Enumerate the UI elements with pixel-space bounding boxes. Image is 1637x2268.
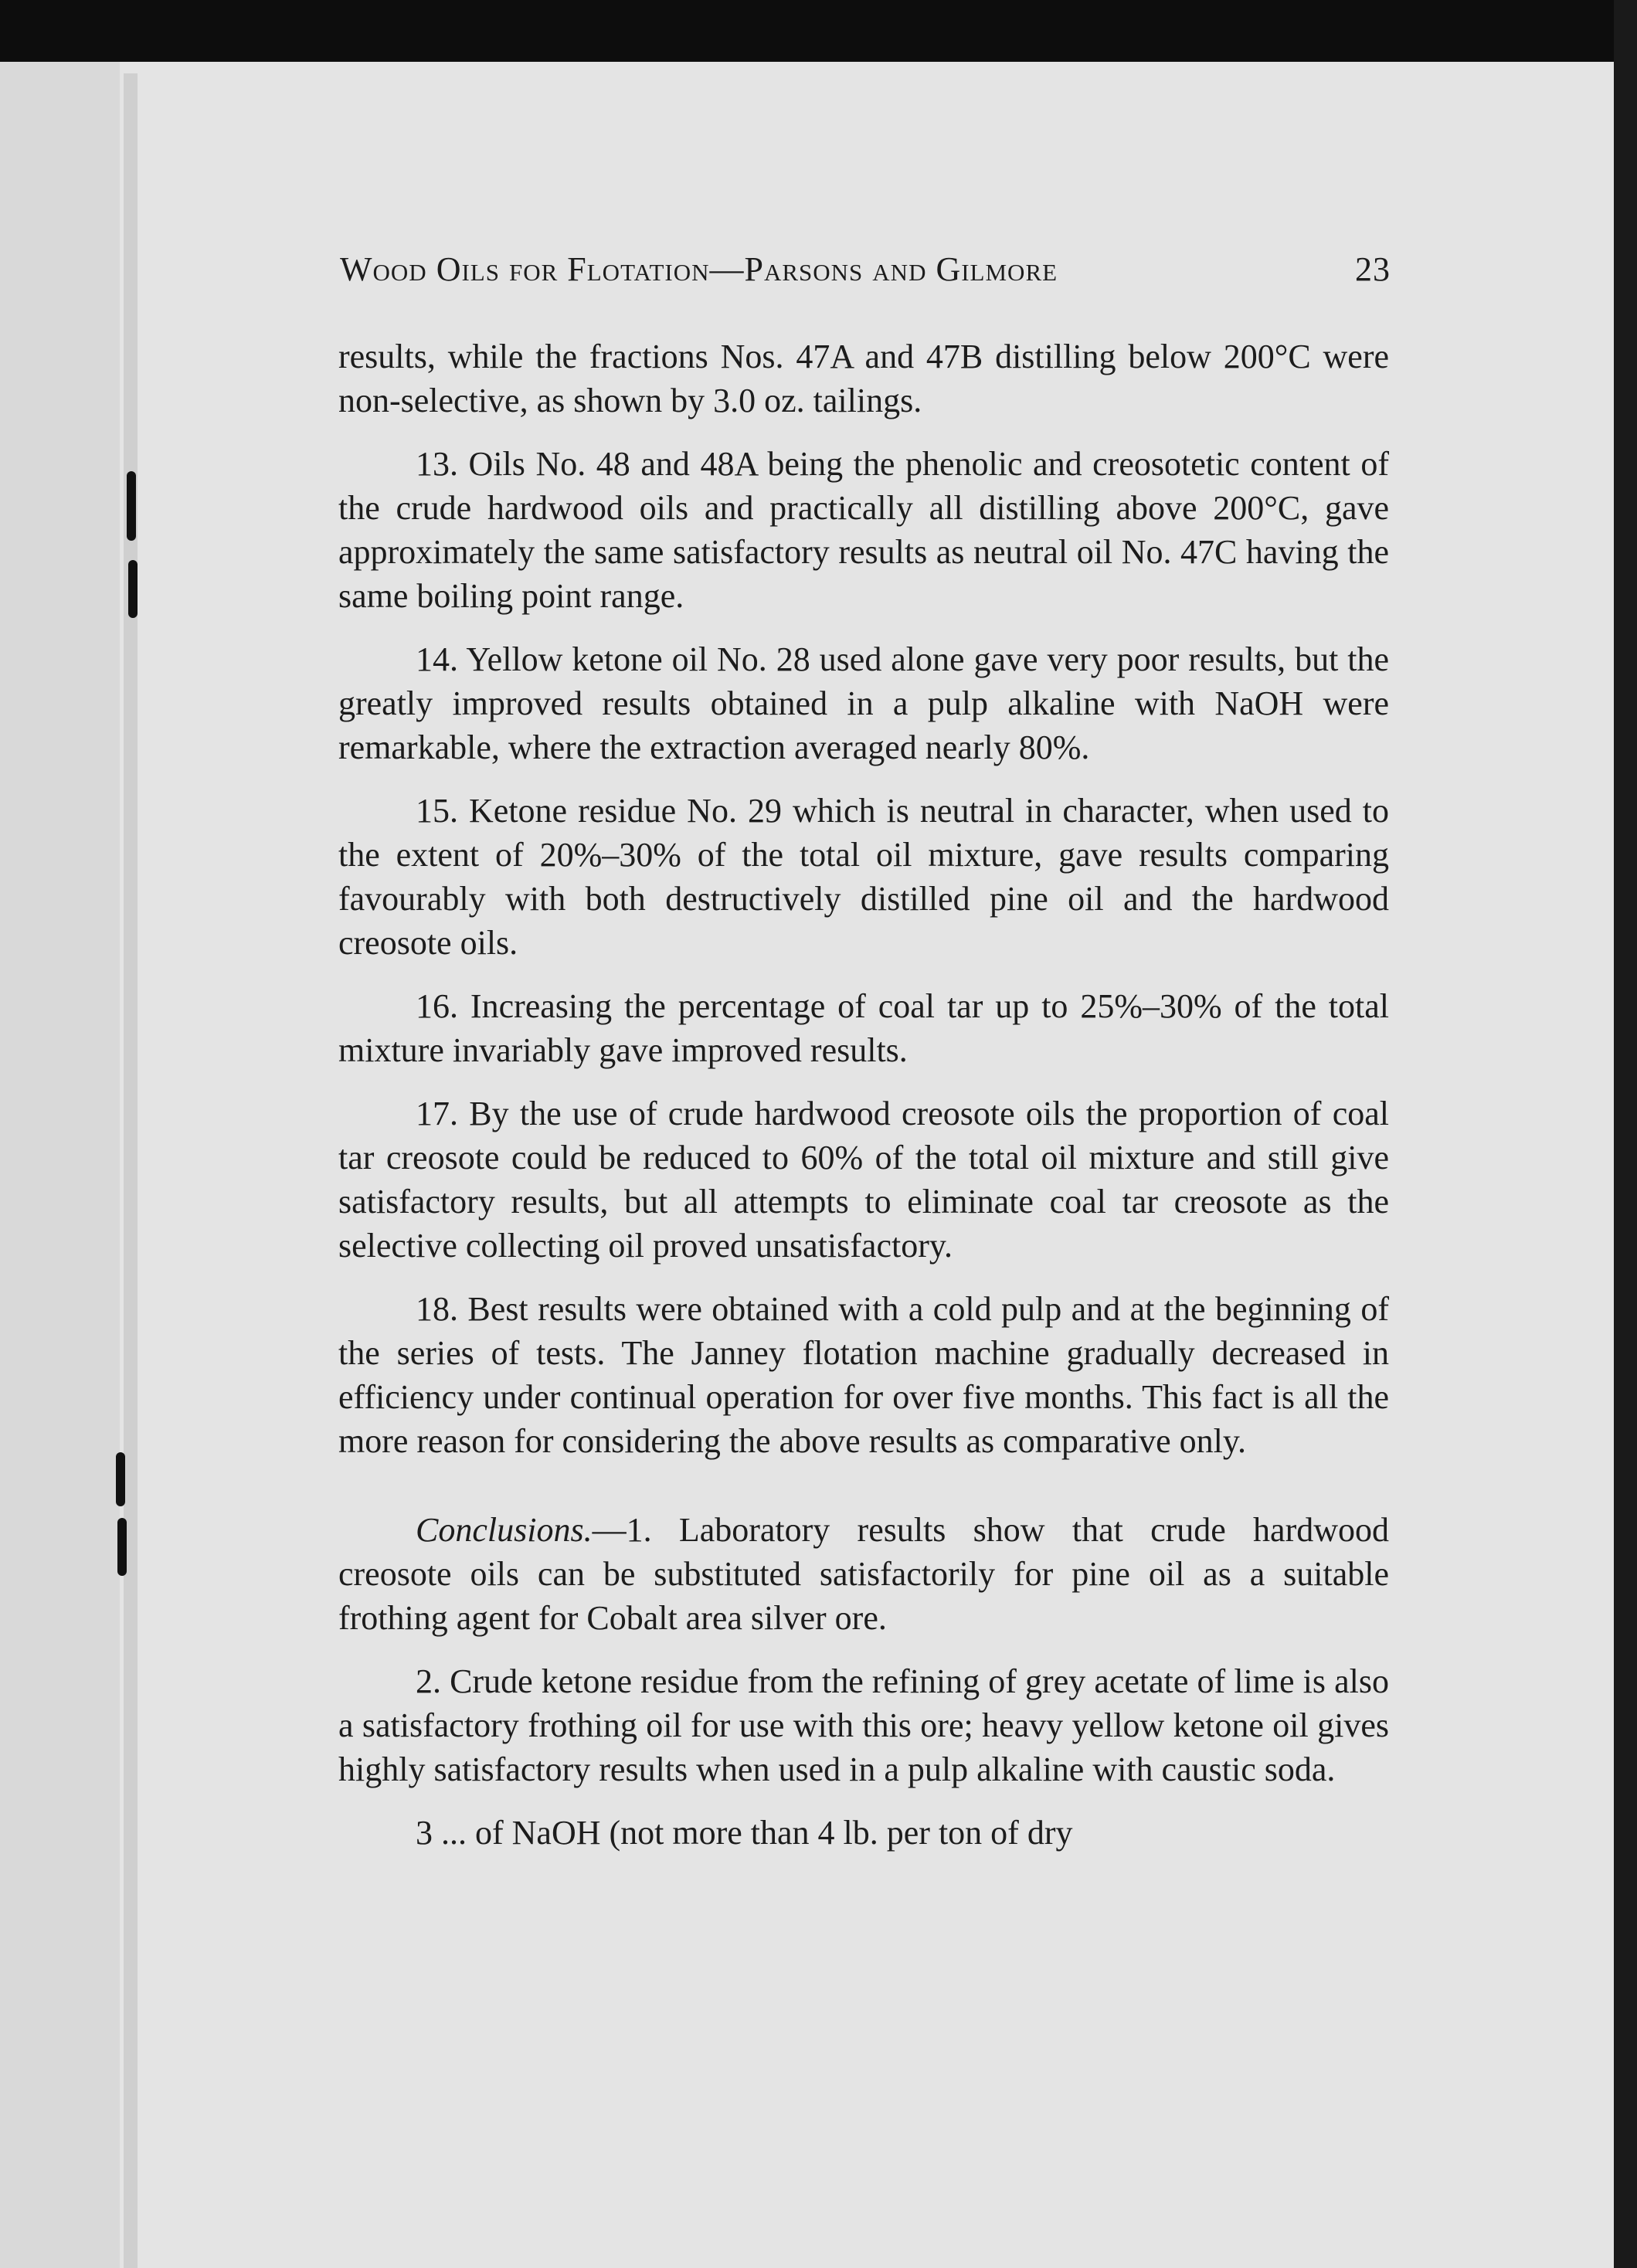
paragraph-13: 13. Oils No. 48 and 48A being the phenolic and creosotetic content of the crude hardwood oils and practically all distilling above 200°C, gave approximately the same satisfactory results as neutral oil No. 47C having the same boiling point range. bbox=[338, 445, 1389, 615]
paragraph-18: 18. Best results were obtained with a cold pulp and at the beginning of the series of tests. The Janney flotation machine gradually decreased in efficiency under continual operation for over five months. This fact is all the more reason for considering the above results as comparative only. bbox=[338, 1290, 1389, 1460]
paragraph-16: 16. Increasing the percentage of coal tar up to 25%–30% of the total mixture invariably gave improved results. bbox=[338, 987, 1389, 1069]
conclusion-2: 2. Crude ketone residue from the refining of grey acetate of lime is also a satisfactory frothing oil for use with this ore; heavy yellow ketone oil gives highly satisfactory results when used in a pulp alkaline with caustic soda. bbox=[338, 1662, 1389, 1788]
scan-right-edge bbox=[1614, 0, 1637, 2268]
binding-mark bbox=[116, 1452, 125, 1506]
binding-mark bbox=[127, 471, 136, 541]
conclusions-label: Conclusions. bbox=[416, 1511, 593, 1549]
body-text bbox=[338, 334, 1389, 1874]
running-title: Wood Oils for Flotation—Parsons and Gilmore bbox=[340, 250, 1058, 288]
paragraph-14: 14. Yellow ketone oil No. 28 used alone gave very poor results, but the greatly improved results obtained in a pulp alkaline with NaOH were remarkable, where the extraction averaged nearly 80%. bbox=[338, 640, 1389, 766]
binding-mark bbox=[117, 1518, 127, 1576]
page-number: 23 bbox=[1355, 250, 1391, 288]
conclusions-paragraph bbox=[338, 1508, 1389, 1640]
scan-left-margin bbox=[0, 62, 124, 2268]
paragraph-15: 15. Ketone residue No. 29 which is neutral in character, when used to the extent of 20%–30% of the total oil mixture, gave results comparing favourably with both destructively distilled pine oil and the hardwood creosote oils. bbox=[338, 792, 1389, 962]
conclusion-3: 3 ... of NaOH (not more than 4 lb. per ton of dry bbox=[416, 1814, 1073, 1852]
paragraph-17: 17. By the use of crude hardwood creosote oils the proportion of coal tar creosote could be reduced to 60% of the total oil mixture and still give satisfactory results, but all attempts to eliminate coal tar creosote as the selective collecting oil proved unsatisfactory. bbox=[338, 1095, 1389, 1265]
page-fold-edge bbox=[124, 73, 138, 2268]
binding-mark bbox=[128, 560, 138, 618]
paragraph-continuation: results, while the fractions Nos. 47A and 47B distilling below 200°C were non-selective, as shown by 3.0 oz. tailings. bbox=[338, 338, 1389, 419]
conclusion-1: —1. Laboratory results show that crude hardwood creosote oils can be substituted satisfactorily for pine oil as a suitable frothing agent for Cobalt area silver ore. bbox=[338, 1511, 1389, 1637]
running-header bbox=[340, 250, 1391, 289]
